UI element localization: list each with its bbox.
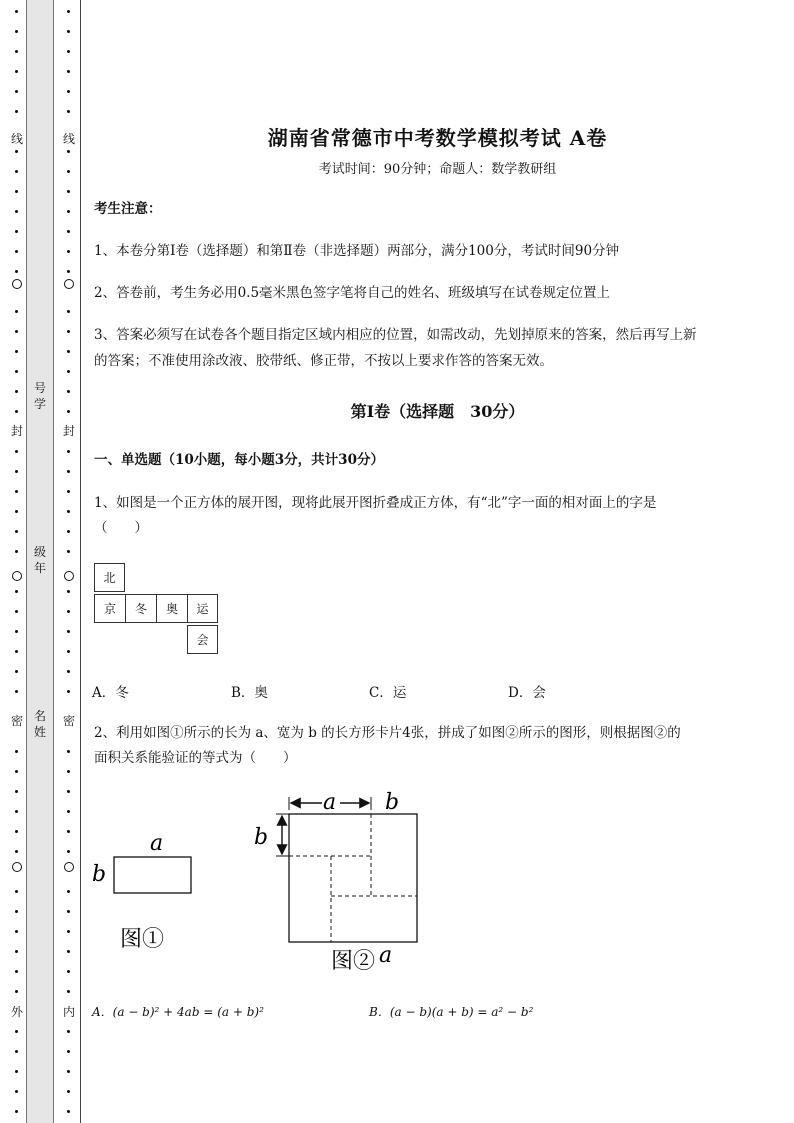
binding-dot — [67, 450, 70, 453]
fig1-label-b: b — [92, 862, 107, 887]
binding-dot — [15, 410, 18, 413]
inner-inside-label: 内 — [62, 1005, 75, 1019]
q2-option-a[interactable]: A．(a − b)² + 4ab = (a + b)² — [92, 1005, 264, 1019]
binding-dot — [15, 610, 18, 613]
binding-dot — [15, 1050, 18, 1053]
binding-hole — [12, 279, 22, 289]
binding-dot — [67, 470, 70, 473]
q1-option-b[interactable]: B．奥 — [231, 685, 268, 701]
binding-hole — [64, 571, 74, 581]
binding-dot — [67, 30, 70, 33]
binding-dot — [67, 390, 70, 393]
q1-stem: 1、如图是一个正方体的展开图，现将此展开图折叠成正方体，有“北”字一面的相对面上的字是 — [94, 495, 657, 511]
binding-dot — [15, 970, 18, 973]
binding-dot — [67, 850, 70, 853]
binding-dot — [67, 610, 70, 613]
net-face: 运 — [187, 594, 218, 623]
binding-dot — [67, 10, 70, 13]
binding-dot — [67, 210, 70, 213]
binding-dot — [67, 330, 70, 333]
binding-dot — [67, 990, 70, 993]
binding-dot — [67, 690, 70, 693]
binding-dot — [67, 790, 70, 793]
binding-dot — [15, 370, 18, 373]
binding-dot — [15, 910, 18, 913]
exam-title: 湖南省常德市中考数学模拟考试 A卷 — [267, 126, 608, 150]
binding-dot — [67, 410, 70, 413]
notice-item: 3、答案必须写在试卷各个题目指定区域内相应的位置，如需改动，先划掉原来的答案，然后再写上新 — [94, 327, 697, 343]
binding-dot — [67, 250, 70, 253]
binding-dot — [67, 190, 70, 193]
binding-dot — [15, 890, 18, 893]
binding-dot — [67, 50, 70, 53]
binding-dot — [67, 910, 70, 913]
binding-dot — [15, 190, 18, 193]
outer-secret-label: 密 — [10, 714, 23, 728]
binding-dot — [67, 810, 70, 813]
binding-dot — [15, 510, 18, 513]
binding-dot — [67, 1030, 70, 1033]
binding-dot — [15, 330, 18, 333]
binding-dot — [15, 470, 18, 473]
binding-dot — [15, 750, 18, 753]
binding-dot — [15, 850, 18, 853]
outer-dotted-line — [12, 0, 22, 1123]
binding-dot — [15, 1070, 18, 1073]
rectangle-card — [114, 857, 191, 893]
binding-dot — [67, 310, 70, 313]
binding-dot — [67, 510, 70, 513]
binding-dot — [67, 670, 70, 673]
binding-dot — [15, 830, 18, 833]
binding-dot — [15, 70, 18, 73]
binding-dot — [15, 790, 18, 793]
binding-dot — [15, 350, 18, 353]
binding-dot — [67, 350, 70, 353]
notice-item: 2、答卷前，考生务必用0.5毫米黑色签字笔将自己的姓名、班级填写在试卷规定位置上 — [94, 285, 611, 301]
name-field[interactable]: 名姓 — [33, 709, 46, 739]
inner-dotted-line — [64, 0, 74, 1123]
binding-dot — [67, 1110, 70, 1113]
binding-dot — [15, 210, 18, 213]
binding-hole — [64, 279, 74, 289]
net-face: 京 — [94, 594, 126, 623]
net-face: 会 — [187, 625, 218, 654]
section-heading: 一、单选题（10小题，每小题3分，共计30分） — [94, 452, 384, 468]
binding-dot — [67, 650, 70, 653]
binding-dot — [15, 90, 18, 93]
binding-dot — [15, 950, 18, 953]
q1-option-d[interactable]: D．会 — [508, 685, 546, 701]
binding-dot — [67, 490, 70, 493]
binding-dot — [15, 630, 18, 633]
notice-heading: 考生注意： — [94, 201, 162, 217]
fig2-label-b-left: b — [254, 825, 269, 850]
binding-dot — [15, 270, 18, 273]
binding-dot — [67, 170, 70, 173]
binding-dot — [15, 1090, 18, 1093]
fig2-label-a-bottom: a — [379, 943, 393, 968]
binding-dot — [67, 770, 70, 773]
binding-dot — [15, 230, 18, 233]
binding-dot — [15, 930, 18, 933]
notice-item: 1、本卷分第I卷（选择题）和第Ⅱ卷（非选择题）两部分，满分100分，考试时间90分钟 — [94, 243, 620, 259]
binding-dot — [15, 690, 18, 693]
binding-dot — [67, 270, 70, 273]
binding-dot — [15, 390, 18, 393]
binding-dot — [15, 650, 18, 653]
binding-hole — [64, 862, 74, 872]
binding-dot — [15, 170, 18, 173]
binding-dot — [15, 670, 18, 673]
binding-dot — [15, 530, 18, 533]
binding-dot — [67, 150, 70, 153]
binding-dot — [67, 630, 70, 633]
binding-dot — [15, 250, 18, 253]
outer-square — [289, 814, 417, 942]
net-face: 冬 — [125, 594, 157, 623]
inner-secret-label: 密 — [62, 714, 75, 728]
binding-dot — [15, 1030, 18, 1033]
inner-line-label: 线 — [62, 132, 75, 146]
exam-subtitle: 考试时间：90分钟；命题人：数学教研组 — [318, 162, 557, 177]
binding-dot — [15, 30, 18, 33]
binding-dot — [67, 230, 70, 233]
binding-dot — [15, 110, 18, 113]
outer-seal-label: 封 — [10, 424, 23, 438]
binding-dot — [67, 890, 70, 893]
q1-option-c[interactable]: C．运 — [369, 685, 407, 701]
binding-dot — [67, 590, 70, 593]
binding-dot — [15, 450, 18, 453]
binding-dot — [15, 310, 18, 313]
binding-dot — [67, 1070, 70, 1073]
q2-stem-continued: 面积关系能验证的等式为（ ） — [94, 750, 297, 766]
q2-option-b[interactable]: B．(a − b)(a + b) = a² − b² — [369, 1005, 534, 1019]
binding-dot — [67, 550, 70, 553]
net-face: 北 — [94, 563, 125, 592]
binding-dot — [15, 490, 18, 493]
q1-blank: （ ） — [94, 520, 148, 536]
net-face: 奥 — [156, 594, 188, 623]
fig2-label-b-top: b — [385, 790, 400, 815]
q2-stem: 2、利用如图①所示的长为 a、宽为 b 的长方形卡片4张，拼成了如图②所示的图形，则根据图②的 — [94, 725, 681, 741]
inner-seal-label: 封 — [62, 424, 75, 438]
binding-dot — [15, 550, 18, 553]
figure-1 — [88, 826, 208, 956]
binding-dot — [67, 530, 70, 533]
binding-dot — [67, 930, 70, 933]
binding-dot — [67, 90, 70, 93]
fig1-label-a: a — [150, 831, 164, 856]
binding-dot — [67, 1090, 70, 1093]
binding-dot — [67, 370, 70, 373]
binding-hole — [12, 862, 22, 872]
binding-dot — [15, 990, 18, 993]
grade-field[interactable]: 级年 — [33, 545, 46, 575]
binding-dot — [15, 770, 18, 773]
binding-dot — [15, 10, 18, 13]
fig2-caption: 图② — [331, 949, 376, 974]
fig2-label-a-top: a — [323, 790, 337, 815]
binding-dot — [67, 830, 70, 833]
outer-outside-label: 外 — [10, 1005, 23, 1019]
binding-hole — [12, 571, 22, 581]
figure-2 — [248, 786, 428, 978]
binding-dot — [67, 750, 70, 753]
binding-dot — [15, 150, 18, 153]
student-number-field[interactable]: 号学 — [33, 381, 46, 411]
binding-dot — [15, 590, 18, 593]
binding-dot — [15, 810, 18, 813]
part-title: 第I卷（选择题 30分） — [350, 402, 525, 421]
outer-line-label: 线 — [10, 132, 23, 146]
binding-dot — [15, 1110, 18, 1113]
binding-dot — [67, 950, 70, 953]
binding-dot — [67, 110, 70, 113]
binding-dot — [15, 50, 18, 53]
fig1-caption: 图① — [120, 927, 165, 952]
binding-dot — [67, 1050, 70, 1053]
notice-item: 的答案；不准使用涂改液、胶带纸、修正带，不按以上要求作答的答案无效。 — [94, 353, 553, 369]
q1-option-a[interactable]: A．冬 — [92, 685, 129, 701]
binding-dot — [67, 970, 70, 973]
binding-dot — [67, 70, 70, 73]
